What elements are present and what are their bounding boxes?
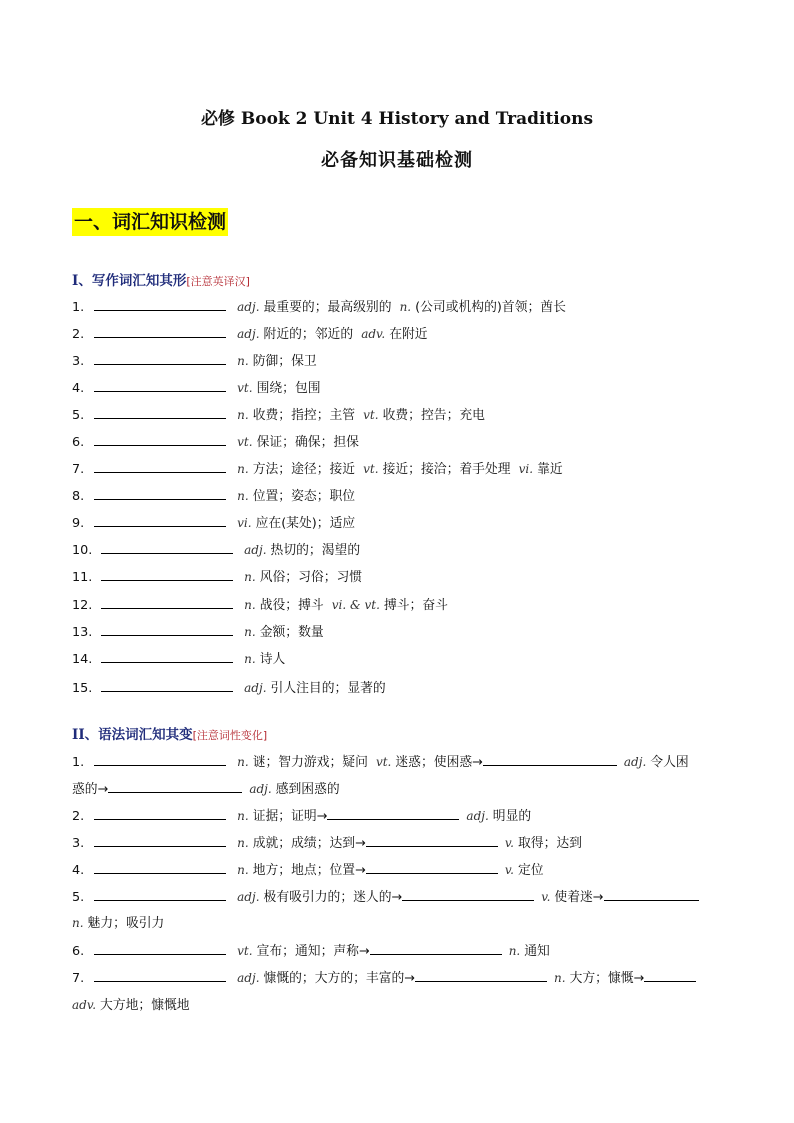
pos-label: adj. bbox=[466, 809, 489, 823]
list-item bbox=[72, 540, 360, 560]
item-number: 3. bbox=[72, 354, 85, 369]
list-item bbox=[72, 324, 428, 344]
definition: 保证；确保；担保 bbox=[256, 435, 359, 450]
part2-label: II、语法词汇知其变 bbox=[72, 727, 193, 743]
pos-label: v. bbox=[504, 863, 514, 877]
list-item bbox=[72, 405, 485, 425]
definition: 位置；姿态；职位 bbox=[252, 489, 356, 504]
answer-blank[interactable] bbox=[94, 297, 226, 311]
item-number: 2. bbox=[72, 809, 85, 824]
answer-blank[interactable] bbox=[94, 459, 226, 473]
list-item bbox=[72, 833, 582, 853]
list-item bbox=[72, 513, 355, 533]
pos-label: vt. bbox=[237, 944, 253, 958]
answer-blank[interactable] bbox=[415, 968, 547, 982]
list-item bbox=[72, 595, 448, 615]
item-number: 1. bbox=[72, 755, 85, 770]
pos-label: v. bbox=[541, 890, 551, 904]
list-item bbox=[72, 378, 321, 398]
answer-blank[interactable] bbox=[101, 567, 233, 581]
definition: 诗人 bbox=[259, 652, 286, 667]
item-number: 5. bbox=[72, 408, 85, 423]
definition: 惑的→ bbox=[72, 782, 109, 797]
definition: 魅力；吸引力 bbox=[87, 916, 165, 931]
item-number: 9. bbox=[72, 516, 85, 531]
pos-label: adj. bbox=[244, 543, 267, 557]
item-number: 2. bbox=[72, 327, 85, 342]
item-number: 1. bbox=[72, 300, 85, 315]
item-number: 8. bbox=[72, 489, 85, 504]
definition: (公司或机构的)首领；酋长 bbox=[415, 300, 566, 315]
pos-label: vi. bbox=[518, 462, 534, 476]
list-item bbox=[72, 806, 531, 826]
answer-blank[interactable] bbox=[94, 324, 226, 338]
answer-blank[interactable] bbox=[94, 351, 226, 365]
pos-label: n. bbox=[244, 570, 256, 584]
answer-blank[interactable] bbox=[108, 779, 242, 793]
definition: 在附近 bbox=[389, 327, 428, 342]
definition: 金额；数量 bbox=[259, 625, 324, 640]
answer-blank[interactable] bbox=[327, 806, 459, 820]
pos-label: vt. bbox=[375, 755, 392, 769]
pos-label: vi. & vt. bbox=[331, 598, 380, 612]
answer-blank[interactable] bbox=[370, 941, 502, 955]
pos-label: n. bbox=[399, 300, 412, 314]
answer-blank[interactable] bbox=[101, 540, 233, 554]
answer-blank[interactable] bbox=[94, 405, 226, 419]
item-number: 5. bbox=[72, 890, 85, 905]
part2-heading bbox=[72, 726, 267, 745]
list-item bbox=[72, 752, 689, 772]
list-item bbox=[72, 622, 324, 642]
pos-label: adj. bbox=[249, 782, 272, 796]
pos-label: vt. bbox=[237, 381, 253, 395]
pos-label: n. bbox=[237, 863, 249, 877]
pos-label: n. bbox=[244, 598, 256, 612]
pos-label: n. bbox=[244, 625, 256, 639]
answer-blank[interactable] bbox=[101, 678, 233, 692]
definition: 热切的；渴望的 bbox=[270, 543, 361, 558]
pos-label: n. bbox=[554, 971, 566, 985]
pos-label: n. bbox=[244, 652, 256, 666]
answer-blank[interactable] bbox=[366, 860, 498, 874]
item-number: 4. bbox=[72, 381, 85, 396]
list-item-continuation bbox=[72, 996, 190, 1015]
item-number: 15. bbox=[72, 681, 93, 696]
pos-label: vt. bbox=[237, 435, 253, 449]
item-number: 10. bbox=[72, 543, 93, 558]
item-number: 7. bbox=[72, 971, 85, 986]
pos-label: vt. bbox=[363, 408, 379, 422]
definition: 防御；保卫 bbox=[252, 354, 317, 369]
pos-label: adv. bbox=[72, 998, 97, 1012]
answer-blank[interactable] bbox=[94, 887, 226, 901]
pos-label: adj. bbox=[237, 971, 260, 985]
answer-blank[interactable] bbox=[604, 887, 699, 901]
definition: 宣布；通知；声称→ bbox=[256, 944, 370, 959]
definition: 战役；搏斗 bbox=[259, 598, 324, 613]
pos-label: adj. bbox=[237, 300, 260, 314]
pos-label: n. bbox=[237, 809, 249, 823]
definition: 风俗；习俗；习惯 bbox=[259, 570, 363, 585]
pos-label: vt. bbox=[363, 462, 379, 476]
pos-label: n. bbox=[508, 944, 521, 958]
definition: 成就；成绩；达到→ bbox=[252, 836, 366, 851]
answer-blank[interactable] bbox=[94, 513, 226, 527]
list-item bbox=[72, 297, 566, 317]
definition: 最重要的；最高级别的 bbox=[263, 300, 392, 315]
definition: 大方；慷慨→ bbox=[569, 971, 645, 986]
definition: 使着迷→ bbox=[554, 890, 604, 905]
list-item bbox=[72, 432, 359, 452]
definition: 地方；地点；位置→ bbox=[252, 863, 366, 878]
list-item bbox=[72, 968, 699, 988]
definition: 迷惑；使困惑→ bbox=[395, 755, 483, 770]
item-number: 4. bbox=[72, 863, 85, 878]
pos-label: adv. bbox=[361, 327, 386, 341]
pos-label: v. bbox=[504, 836, 514, 850]
definition: 引人注目的；显著的 bbox=[270, 681, 386, 696]
definition: 收费；控告；充电 bbox=[382, 408, 485, 423]
definition: 收费；指控；主管 bbox=[252, 408, 356, 423]
list-item bbox=[72, 941, 550, 961]
item-number: 12. bbox=[72, 598, 93, 613]
pos-label: adj. bbox=[237, 327, 260, 341]
answer-blank[interactable] bbox=[94, 806, 226, 820]
definition: 感到困惑的 bbox=[275, 782, 340, 797]
definition: 搏斗；奋斗 bbox=[383, 598, 448, 613]
part1-heading bbox=[72, 272, 250, 291]
definition: 附近的；邻近的 bbox=[263, 327, 354, 342]
pos-label: n. bbox=[72, 916, 84, 930]
pos-label: n. bbox=[237, 462, 249, 476]
pos-label: n. bbox=[237, 408, 249, 422]
part1-label: I、写作词汇知其形 bbox=[72, 273, 187, 289]
pos-label: adj. bbox=[244, 681, 267, 695]
list-item bbox=[72, 860, 544, 880]
pos-label: adj. bbox=[623, 755, 647, 769]
list-item-continuation bbox=[72, 914, 164, 933]
list-item-continuation bbox=[72, 779, 340, 799]
answer-blank[interactable] bbox=[94, 432, 226, 446]
pos-label: n. bbox=[237, 489, 249, 503]
item-number: 6. bbox=[72, 944, 85, 959]
item-number: 14. bbox=[72, 652, 93, 667]
definition: 大方地；慷慨地 bbox=[100, 998, 190, 1013]
page-title: 必修 Book 2 Unit 4 History and Traditions bbox=[200, 109, 594, 129]
pos-label: adj. bbox=[237, 890, 260, 904]
answer-blank[interactable] bbox=[94, 860, 226, 874]
definition: 应在(某处)；适应 bbox=[255, 516, 356, 531]
item-number: 6. bbox=[72, 435, 85, 450]
pos-label: vi. bbox=[237, 516, 252, 530]
answer-blank[interactable] bbox=[366, 833, 498, 847]
definition: 极有吸引力的；迷人的→ bbox=[263, 890, 403, 905]
answer-blank[interactable] bbox=[94, 486, 226, 500]
definition: 证据；证明→ bbox=[252, 809, 328, 824]
page-subtitle: 必备知识基础检测 bbox=[321, 150, 473, 171]
list-item bbox=[72, 649, 285, 669]
answer-blank[interactable] bbox=[94, 941, 226, 955]
pos-label: n. bbox=[237, 755, 249, 769]
part1-note: [注意英译汉] bbox=[186, 275, 250, 288]
definition: 令人困 bbox=[650, 755, 689, 770]
definition: 接近；接洽；着手处理 bbox=[382, 462, 511, 477]
item-number: 7. bbox=[72, 462, 85, 477]
item-number: 3. bbox=[72, 836, 85, 851]
answer-blank[interactable] bbox=[94, 752, 226, 766]
answer-blank[interactable] bbox=[483, 752, 617, 766]
definition: 定位 bbox=[517, 863, 544, 878]
definition: 通知 bbox=[524, 944, 550, 959]
item-number: 11. bbox=[72, 570, 93, 585]
answer-blank[interactable] bbox=[101, 622, 233, 636]
answer-blank[interactable] bbox=[101, 649, 233, 663]
part2-note: [注意词性变化] bbox=[192, 729, 268, 742]
list-item bbox=[72, 567, 362, 587]
list-item bbox=[72, 486, 355, 506]
definition: 慷慨的；大方的；丰富的→ bbox=[263, 971, 416, 986]
definition: 谜；智力游戏；疑问 bbox=[252, 755, 368, 770]
answer-blank[interactable] bbox=[94, 378, 226, 392]
list-item bbox=[72, 459, 563, 479]
answer-blank[interactable] bbox=[101, 595, 233, 609]
pos-label: n. bbox=[237, 836, 249, 850]
list-item bbox=[72, 678, 386, 698]
item-number: 13. bbox=[72, 625, 93, 640]
answer-blank[interactable] bbox=[94, 833, 226, 847]
answer-blank[interactable] bbox=[402, 887, 534, 901]
list-item bbox=[72, 351, 317, 371]
definition: 围绕；包围 bbox=[256, 381, 321, 396]
definition: 方法；途径；接近 bbox=[252, 462, 356, 477]
section-heading: 一、词汇知识检测 bbox=[72, 208, 228, 236]
pos-label: n. bbox=[237, 354, 249, 368]
definition: 明显的 bbox=[492, 809, 532, 824]
definition: 靠近 bbox=[537, 462, 563, 477]
answer-blank[interactable] bbox=[94, 968, 226, 982]
answer-blank[interactable] bbox=[644, 968, 696, 982]
definition: 取得；达到 bbox=[517, 836, 582, 851]
list-item bbox=[72, 887, 702, 907]
